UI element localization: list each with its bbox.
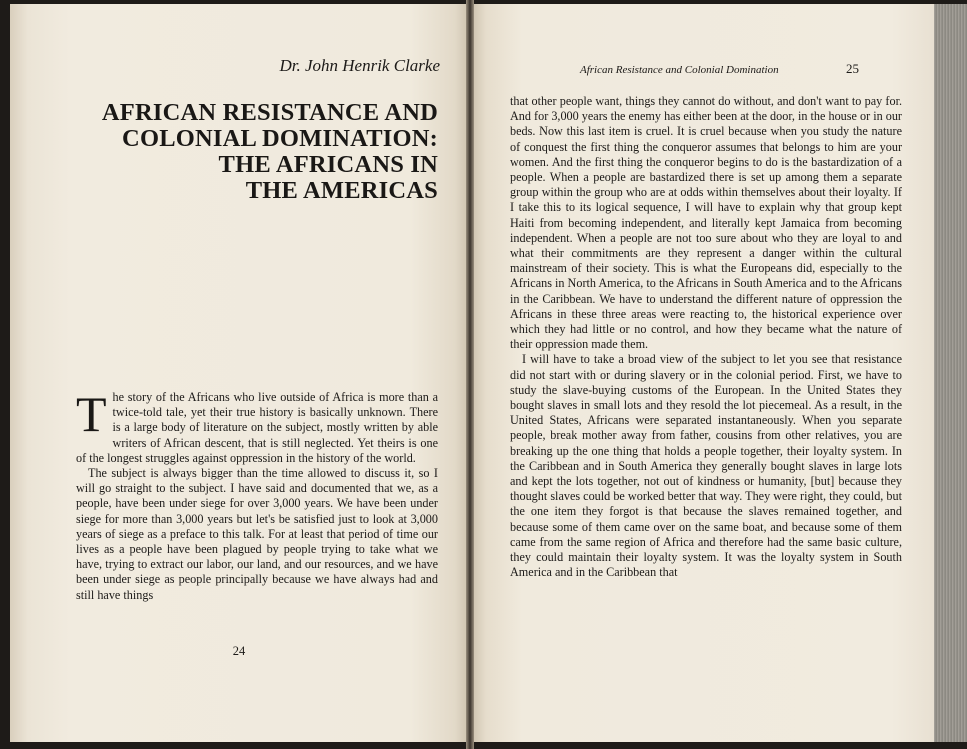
paragraph: The subject is always bigger than the time allowed to discuss it, so I will go straight to the subject. I have said and documented that we, as a people, have been under siege for over 3,000 years. We have been under siege for more than 3,000 years but let's be satisfied just to look at 3,000 years of siege as a preface to this talk. For at least that period of time our lives as a people have been plagued by people trying to take what we have, trying to extract our labor, our land, and our resources, and we have been under siege as people principally because we have always had and still have things [76,466,438,602]
left-body-text [76,386,438,603]
drop-cap: T [76,386,107,442]
paragraph-text: he story of the Africans who live outside of Africa is more than a twice-told tale, yet their true history is basically unknown. There is a large body of literature on the subject, mostly written by able writers of African descent, that is still neglected. Yet theirs is one of the longest struggles against oppression in the history of the world. [76,390,438,465]
left-page [10,4,468,742]
book-gutter [466,0,474,749]
title-line: AFRICAN RESISTANCE AND [101,99,438,126]
page-edges [934,4,967,742]
title-line: THE AFRICANS IN [218,151,438,178]
paragraph: that other people want, things they cannot do without, and don't want to pay for. And for 3,000 years the enemy has either been at the door, in the house or in our beds. Now this last item is cruel. It is cruel because when you study the nature of conquest the first thing the conqueror assumes that belongs to him are your women. And the first thing the conqueror begins to do is the bastardization of a people. When a people are bastardized there is set up among them a separate group within the group who are at odds within themselves about their loyalty. If I take this to its logical sequence, I will have to explain why that group kept Haiti from becoming independent, and literally kept Jamaica from becoming independent. When a people are not too sure about who they are loyal to and what their commitments are they represent a danger within the cultural mainstream of their society. This is what the Europeans did, especially to the Africans in North America, to the Africans in South America and to the Africans in the Caribbean. We have to understand the different nature of oppression the Africans in these three areas were reacting to, the historical experience over which they had little or no control, and how they became what the nature of their oppression made them. [510,94,902,352]
paragraph [76,386,438,466]
author-name: Dr. John Henrik Clarke [279,56,440,75]
paragraph: I will have to take a broad view of the subject to let you see that resistance did not start with or during slavery or in the colonial period. First, we have to study the slave-buying customs of the European. In the United States they bought slaves in small lots and they resold the lot piecemeal. As a result, in the United States, Africans were separated instantaneously. When you separate people, break mother away from father, cousins from other relatives, you are breaking up the one thing that holds a people together, their loyalty system. In the Caribbean and in South America they generally bought slaves in large lots and kept the lots together, not out of kindness or humanity, [but] because they thought slaves could be worked better that way. They were right, they could, but the one item they forgot is that because the slaves remained together, and because some of them came over on the same boat, and because some of them came from the same region of Africa and therefore had the same basic culture, they could maintain their loyalty system. It was the loyalty system in South America and in the Caribbean that [510,352,902,580]
running-head: African Resistance and Colonial Domination [580,64,779,76]
chapter-title [38,100,438,204]
page-number: 25 [846,61,859,76]
title-line: COLONIAL DOMINATION: [122,125,438,152]
right-body-text [510,94,902,581]
page-number: 24 [232,644,246,658]
title-line: THE AMERICAS [245,177,438,204]
right-page [472,4,934,742]
